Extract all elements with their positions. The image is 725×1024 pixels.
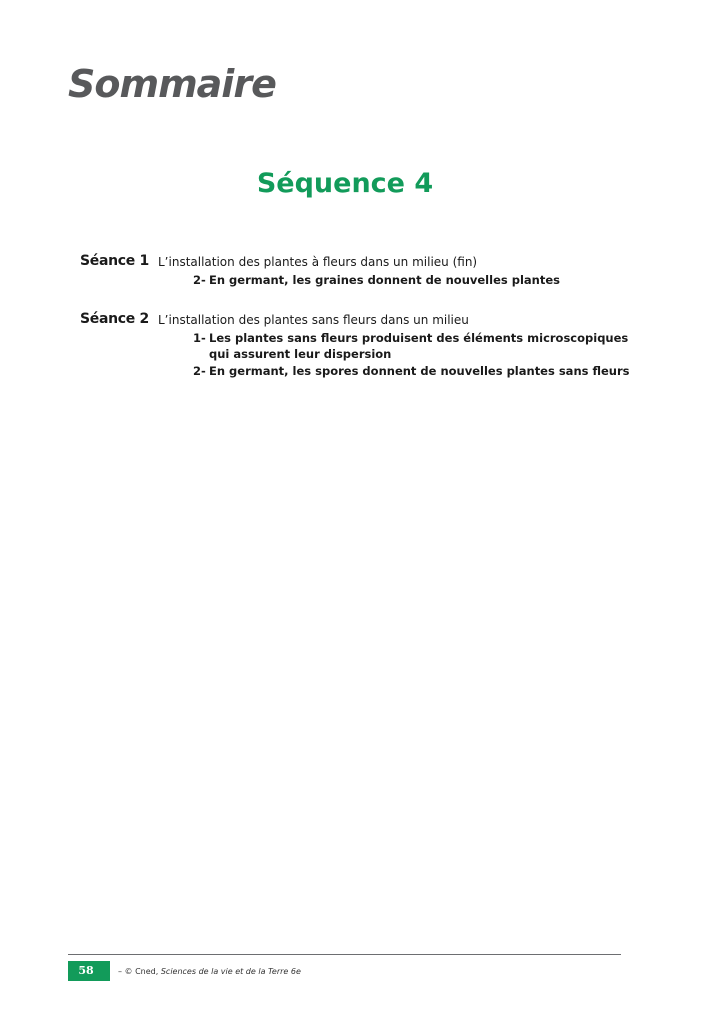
seance-label: Séance 2 xyxy=(80,311,150,327)
seance-heading: L’installation des plantes sans fleurs dans un milieu xyxy=(158,313,469,327)
list-item xyxy=(193,330,633,362)
item-number: 2- xyxy=(193,364,206,378)
item-text: Les plantes sans fleurs produisent des éléments microscopiques qui assurent leur dispersion xyxy=(209,331,629,361)
footer-credit xyxy=(118,967,301,976)
list-item xyxy=(193,363,633,379)
item-text: En germant, les spores donnent de nouvelles plantes sans fleurs xyxy=(209,364,630,378)
seance-items xyxy=(193,272,633,289)
footer-publication: Sciences de la vie et de la Terre 6e xyxy=(160,966,301,976)
seance-heading: L’installation des plantes à fleurs dans un milieu (fin) xyxy=(158,255,478,269)
seance-label: Séance 1 xyxy=(80,253,150,269)
seance-items xyxy=(193,330,633,380)
list-item xyxy=(193,272,633,288)
item-number: 2- xyxy=(193,273,206,287)
page-number-badge: 58 xyxy=(68,961,110,981)
footer-prefix: – © Cned, xyxy=(118,966,159,976)
page-title: Sommaire xyxy=(68,62,276,106)
sequence-title xyxy=(0,162,690,206)
footer-divider xyxy=(68,954,621,955)
item-number: 1- xyxy=(193,331,206,345)
item-text: En germant, les graines donnent de nouvelles plantes xyxy=(209,273,560,287)
page-footer xyxy=(68,961,301,981)
sequence-title-text: Séquence 4 xyxy=(256,168,434,199)
